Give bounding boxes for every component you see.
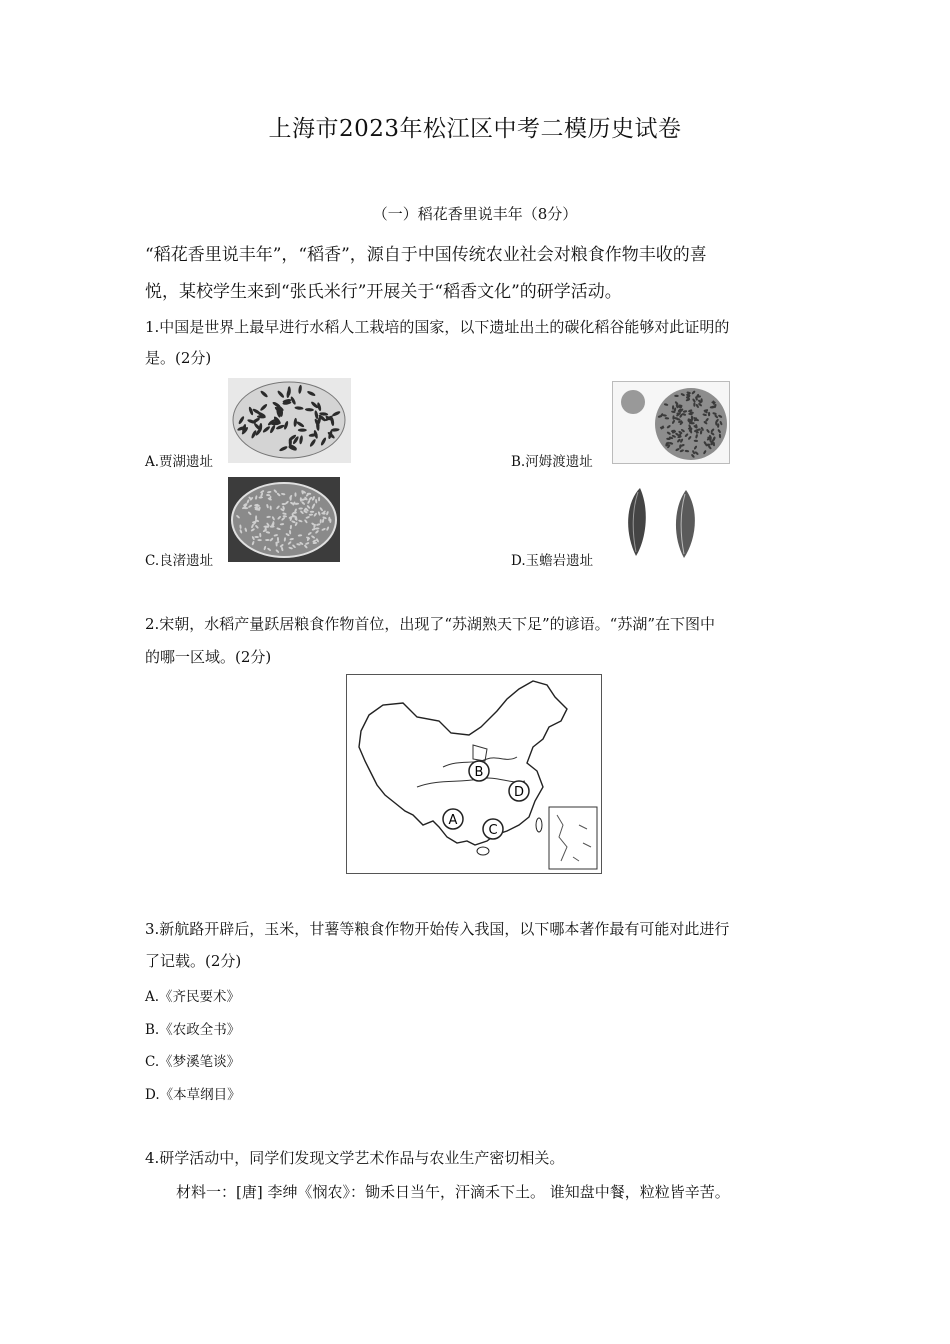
map-label-a: A — [448, 813, 458, 828]
q1-option-c-label: C.良渚遗址 — [145, 553, 214, 569]
q1-option-a-label: A.贾湖遗址 — [145, 454, 214, 470]
grain-texture — [310, 511, 314, 513]
china-map-image — [346, 674, 602, 874]
intro-line-1: “稻花香里说丰年”，“稻香”，源自于中国传统农业社会对粮食作物丰收的喜 — [145, 245, 707, 265]
q1-option-d-label: D.玉蟾岩遗址 — [511, 553, 594, 569]
q3-option-b: B.《农政全书》 — [145, 1022, 241, 1038]
grain-texture — [295, 492, 297, 496]
q1-stem-line-1: 1.中国是世界上最早进行水稻人工栽培的国家，以下遗址出土的碳化稻谷能够对此证明的 — [145, 318, 730, 336]
intro-line-2: 悦，某校学生来到“张氏米行”开展关于“稻香文化”的研学活动。 — [145, 282, 622, 302]
q3-option-a: A.《齐民要术》 — [145, 989, 241, 1005]
carbonized-rice-jiahu-image — [228, 378, 351, 463]
q3-option-c: C.《梦溪笔谈》 — [145, 1054, 241, 1070]
carbonized-rice-liangzhu-image — [228, 477, 340, 562]
q2-stem-line-1: 2.宋朝，水稻产量跃居粮食作物首位，出现了“苏湖熟天下足”的谚语。“苏湖”在下图中 — [145, 615, 715, 633]
q4-stem: 4.研学活动中，同学们发现文学艺术作品与农业生产密切相关。 — [145, 1149, 565, 1167]
q3-option-d: D.《本草纲目》 — [145, 1087, 241, 1103]
grain-texture — [288, 386, 291, 395]
section-title: （一）稻花香里说丰年（8分） — [372, 205, 578, 223]
carbonized-rice-yuchanyan-image — [612, 480, 714, 562]
map-label-c: C — [488, 823, 498, 838]
page-title: 上海市2023年松江区中考二模历史试卷 — [268, 116, 682, 142]
map-label-b: B — [474, 765, 484, 780]
grain-texture — [693, 402, 695, 406]
map-label-d: D — [513, 785, 525, 800]
q3-stem-line-2: 了记载。(2分) — [145, 952, 242, 970]
q2-stem-line-2: 的哪一区域。(2分) — [145, 648, 272, 666]
q3-stem-line-1: 3.新航路开辟后，玉米，甘薯等粮食作物开始传入我国，以下哪本著作最有可能对此进行 — [145, 920, 730, 938]
grain-texture — [298, 429, 307, 432]
q1-option-b-label: B.河姆渡遗址 — [511, 454, 593, 470]
q1-stem-line-2: 是。(2分) — [145, 349, 212, 367]
carbonized-rice-hemudu-image — [612, 381, 730, 464]
q4-material-1: 材料一：[唐] 李绅《悯农》：锄禾日当午，汗滴禾下土。 谁知盘中餐，粒粒皆辛苦。 — [176, 1183, 730, 1201]
